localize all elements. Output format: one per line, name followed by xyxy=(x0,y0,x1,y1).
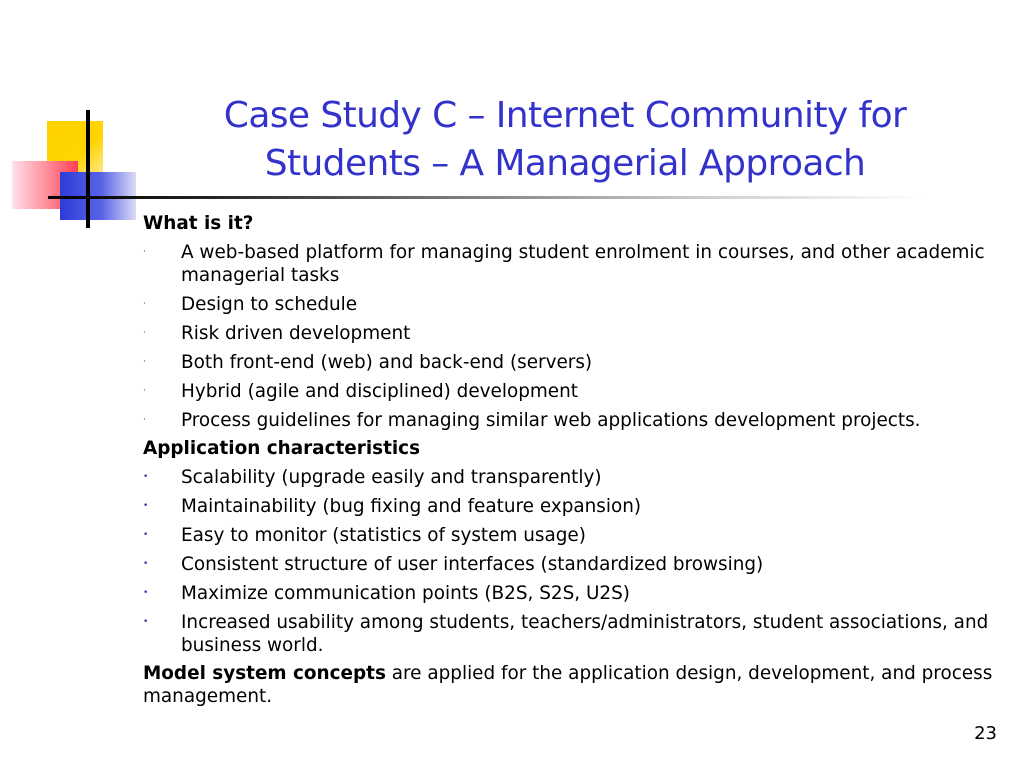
list-item: • Maintainability (bug fixing and feature expansion) xyxy=(143,496,642,517)
bullet-icon: · xyxy=(143,386,146,396)
bullet-icon: · xyxy=(143,415,146,425)
conclusion-bold: Model system concepts xyxy=(143,663,386,684)
list-item: • Consistent structure of user interfaces (standardized browsing) xyxy=(143,554,764,575)
section-heading-application-characteristics: Application characteristics xyxy=(143,438,421,459)
bullet-icon: • xyxy=(143,530,149,540)
conclusion-paragraph xyxy=(143,662,993,708)
bullet-icon: • xyxy=(143,588,149,598)
list-item: · Design to schedule xyxy=(143,294,358,315)
title-line-1: Case Study C – Internet Community for xyxy=(223,95,907,136)
list-item: · Risk driven development xyxy=(143,323,411,344)
conclusion-text: are applied for the application design, development, and process management. xyxy=(143,663,993,707)
slide-body xyxy=(143,212,993,708)
list-item: • Easy to monitor (statistics of system usage) xyxy=(143,525,586,546)
bullet-icon: · xyxy=(143,357,146,367)
bullet-icon: • xyxy=(143,501,149,511)
list-item: • Increased usability among students, teachers/administrators, student associations, and business world. xyxy=(143,612,989,656)
list-item: · A web-based platform for managing student enrolment in courses, and other academic managerial tasks xyxy=(143,242,985,286)
bullet-icon: • xyxy=(143,472,149,482)
bullet-icon: • xyxy=(143,559,149,569)
list-item: · Both front-end (web) and back-end (servers) xyxy=(143,352,593,373)
title-underline xyxy=(48,196,928,199)
what-is-it-list xyxy=(143,241,993,432)
slide-title xyxy=(180,92,950,188)
list-item: · Hybrid (agile and disciplined) development xyxy=(143,381,578,402)
bullet-icon: · xyxy=(143,328,146,338)
title-line-2: Students – A Managerial Approach xyxy=(264,143,866,184)
bullet-icon: · xyxy=(143,299,146,309)
vertical-rule xyxy=(86,110,90,228)
characteristics-list xyxy=(143,466,993,657)
bullet-icon: • xyxy=(143,617,149,627)
corner-decoration xyxy=(0,0,140,240)
page-number: 23 xyxy=(974,723,997,744)
bullet-icon: · xyxy=(143,247,146,257)
list-item: • Maximize communication points (B2S, S2S, U2S) xyxy=(143,583,630,604)
list-item: · Process guidelines for managing similar web applications development projects. xyxy=(143,410,921,431)
section-heading-what-is-it: What is it? xyxy=(143,213,254,234)
list-item: • Scalability (upgrade easily and transparently) xyxy=(143,467,602,488)
